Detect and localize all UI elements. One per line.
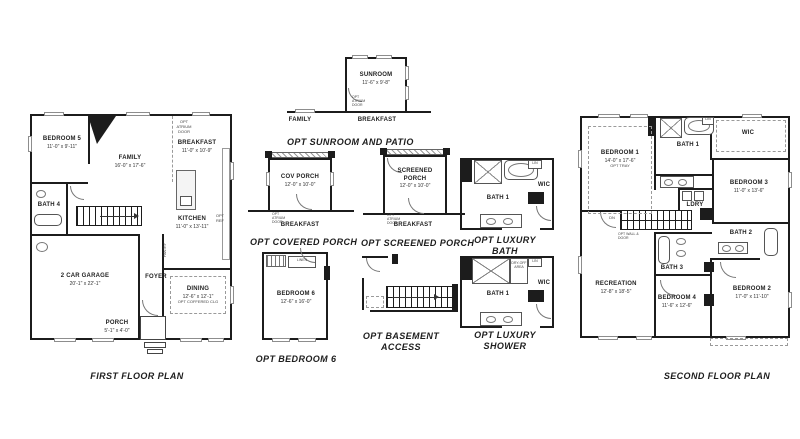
room-breakfast [169, 140, 225, 154]
porch-slab [140, 316, 166, 340]
door-arc [536, 304, 551, 319]
room-name: BATH 4 [37, 202, 61, 208]
window [126, 112, 150, 116]
room-name: PORCH [105, 320, 129, 326]
label-dry-off: DRY-OFF AREA [511, 261, 527, 269]
room-ldry: LDRY [686, 202, 704, 208]
wall-fill [392, 254, 398, 264]
wall-fill [528, 192, 544, 204]
basement-access-caption-line2: ACCESS [381, 342, 421, 352]
window [44, 112, 64, 116]
note-opt-atrium-door: OPT ATRIUM DOOR [352, 95, 366, 107]
sink [486, 316, 496, 323]
window [578, 150, 582, 168]
note-opt-atrium-door: OPT ATRIUM DOOR [272, 212, 286, 224]
room-wic: WIC [741, 130, 755, 136]
room-bedroom1 [590, 150, 650, 169]
room-dims: 12'-0" x 10'-0" [399, 183, 431, 189]
room-dims: 12'-6" x 12'-1" [182, 293, 214, 300]
label-lin: LIN [532, 259, 538, 263]
sink [503, 218, 513, 225]
second-floor-caption: SECOND FLOOR PLAN [663, 371, 771, 381]
window [298, 338, 316, 342]
window [636, 336, 652, 340]
room-name: BEDROOM 4 [657, 295, 697, 301]
label-breakfast: BREAKFAST [393, 222, 433, 228]
room-garage [47, 273, 123, 287]
wall [66, 182, 68, 236]
door-arc [366, 258, 380, 272]
note-opt-atrium-door: OPT ATRIUM DOOR [387, 213, 401, 225]
room-name: BEDROOM 3 [729, 180, 769, 186]
room-recreation [585, 281, 647, 295]
wall [162, 268, 232, 270]
luxury-bath-caption-line2: BATH [492, 246, 518, 256]
shower [660, 118, 682, 138]
room-dims: 17'-0" x 11'-10" [735, 293, 769, 300]
wall [654, 274, 712, 276]
wall-fill [452, 284, 458, 312]
wall [552, 256, 554, 328]
room-dims: 11'-0" x 13'-6" [733, 187, 765, 194]
wall [407, 111, 431, 113]
room-dims: 16'-0" x 17'-6" [114, 162, 146, 169]
window [598, 114, 620, 118]
room-name: FOYER [145, 274, 167, 280]
label-wic: WIC [537, 182, 551, 188]
wall [248, 210, 268, 212]
label-dn: DN [609, 215, 615, 220]
room-name: 2 CAR GARAGE [60, 273, 110, 279]
stair-rail [620, 220, 692, 221]
room-bedroom3 [718, 180, 780, 194]
room-name: BEDROOM 1 [600, 150, 640, 156]
window [598, 336, 618, 340]
window [208, 338, 224, 342]
patio-outline [710, 338, 788, 346]
room-dims: 11'-6" x 12'-6" [661, 302, 693, 309]
room-note: OPT TRAY [610, 162, 630, 168]
wall-fill [460, 158, 472, 182]
window [230, 162, 234, 180]
room-dims: 11'-6" x 9'-8" [362, 79, 390, 86]
wall [460, 228, 502, 230]
window [788, 292, 792, 308]
room-name: BEDROOM 6 [276, 291, 316, 297]
room-name: BEDROOM 5 [42, 136, 82, 142]
room-cov-porch [272, 174, 328, 188]
window [352, 55, 368, 59]
wall [540, 326, 554, 328]
room-sunroom [348, 72, 404, 86]
room-foyer [138, 274, 174, 282]
note-opt-ref: OPT REF [215, 213, 225, 223]
room-name: BEDROOM 2 [732, 286, 772, 292]
window [405, 86, 409, 100]
room-bedroom2 [722, 286, 782, 300]
room-dims: 20'-1" x 22'-1" [69, 280, 101, 287]
bathtub [658, 236, 670, 264]
wall [552, 158, 554, 230]
room-dims: 12'-0" x 10'-0" [284, 181, 316, 188]
window [180, 338, 202, 342]
room-name: FAMILY [118, 155, 142, 161]
room-bath2: BATH 2 [729, 230, 753, 236]
label-family: FAMILY [288, 117, 312, 123]
window [54, 338, 76, 342]
label-lin: LIN [532, 161, 538, 165]
window [630, 114, 648, 118]
room-dims: 12'-6" x 16'-0" [280, 298, 312, 305]
room-bath1: BATH 1 [676, 142, 700, 148]
label-linen: LINEN [296, 258, 308, 262]
porch-post [328, 151, 335, 158]
room-dims: 11'-0" x 13'-11" [175, 223, 209, 230]
note-pantry: PANTRY [163, 243, 167, 257]
porch-step [147, 349, 163, 354]
room-dims: 12'-8" x 18'-5" [600, 288, 632, 295]
room-name: SUNROOM [359, 72, 393, 78]
label-bath1: BATH 1 [486, 195, 510, 201]
bathtub [34, 214, 62, 226]
porch-step [144, 342, 166, 348]
room-dims: 11'-0" x 10'-9" [181, 147, 213, 154]
note-opt-wall-door: OPT WALL & DOOR [618, 232, 639, 240]
sink [503, 316, 513, 323]
label-breakfast: BREAKFAST [357, 117, 397, 123]
kitchen-counter [222, 148, 230, 260]
label-lin: LIN [705, 117, 711, 121]
sink [664, 179, 673, 186]
room-name: RECREATION [595, 281, 637, 287]
window [92, 338, 114, 342]
luxury-shower-caption-line2: SHOWER [483, 341, 527, 351]
window [376, 55, 392, 59]
porch-post [380, 148, 387, 155]
wall [678, 188, 712, 190]
wall-fill [528, 290, 544, 302]
room-dims: 11'-0" x 9'-11" [46, 143, 77, 150]
closet-shelf [266, 255, 286, 267]
wall [370, 310, 458, 312]
tray-ceiling-outline [588, 126, 652, 214]
room-porch [98, 320, 136, 334]
room-family [102, 155, 158, 169]
window [405, 66, 409, 80]
room-name: KITCHEN [177, 216, 207, 222]
porch-post [443, 148, 450, 155]
wall [710, 158, 790, 160]
toilet [676, 238, 686, 245]
room-bedroom6 [266, 291, 326, 305]
sink [676, 250, 686, 257]
sink [486, 218, 496, 225]
wall [654, 232, 712, 234]
wall [32, 182, 88, 184]
room-note: OPT COFFERED CLG [177, 298, 219, 304]
dryer [694, 191, 704, 201]
laundry-tub [36, 242, 48, 252]
luxury-bath-caption-line1: OPT LUXURY [474, 235, 536, 245]
stair-direction-arrow [392, 297, 438, 298]
optional-wall-outline [366, 296, 384, 308]
washer [682, 191, 692, 201]
room-name-line1: SCREENED [397, 168, 433, 174]
sunroom-caption: OPT SUNROOM AND PATIO [287, 137, 414, 147]
window [742, 114, 762, 118]
wall [460, 326, 502, 328]
label-wic: WIC [537, 280, 551, 286]
window [578, 256, 582, 274]
sink [678, 179, 687, 186]
sink [735, 245, 744, 252]
shower [474, 160, 502, 184]
wall [712, 158, 714, 224]
room-bedroom5 [34, 136, 90, 150]
window [330, 172, 334, 186]
range [180, 196, 192, 206]
bathtub [764, 228, 778, 256]
wall [363, 213, 383, 215]
window [272, 338, 290, 342]
wall [712, 258, 760, 260]
room-name-line2: PORCH [403, 175, 427, 182]
room-bath3: BATH 3 [660, 265, 684, 271]
room-dims: 14'-0" x 17'-6" [604, 157, 636, 164]
window [28, 136, 32, 152]
sink [36, 190, 46, 198]
room-bath4 [32, 202, 66, 210]
bedroom6-caption: OPT BEDROOM 6 [255, 354, 337, 364]
wall [447, 213, 465, 215]
stair-direction-arrow [100, 216, 138, 217]
wall [654, 232, 656, 336]
window [230, 286, 234, 304]
wall [712, 222, 788, 224]
label-bath1: BATH 1 [486, 291, 510, 297]
wall-fill [700, 208, 712, 220]
wall-fill [460, 256, 472, 280]
wall-fill [324, 266, 330, 280]
window [192, 112, 210, 116]
room-screened-porch [387, 168, 443, 189]
wall [32, 234, 140, 236]
room-name: COV PORCH [280, 174, 320, 180]
room-name: DINING [186, 286, 210, 292]
window [295, 109, 315, 113]
window [788, 172, 792, 188]
label-breakfast: BREAKFAST [280, 222, 320, 228]
window [266, 172, 270, 186]
luxury-shower [472, 258, 510, 284]
door-arc [536, 206, 551, 221]
basement-access-caption-line1: OPT BASEMENT [362, 331, 440, 341]
first-floor-caption: FIRST FLOOR PLAN [90, 371, 184, 381]
room-dims: 5'-1" x 4'-0" [104, 327, 130, 334]
room-bedroom4 [647, 295, 707, 309]
porch-post [265, 151, 272, 158]
wall [540, 228, 554, 230]
room-dining [170, 286, 226, 305]
wall-fill [704, 262, 714, 272]
covered-porch-caption: OPT COVERED PORCH [250, 237, 358, 247]
luxury-shower-caption-line1: OPT LUXURY [474, 330, 536, 340]
room-name: BREAKFAST [177, 140, 217, 146]
note-opt-atrium-door: OPT ATRIUM DOOR [176, 119, 192, 134]
wall [332, 210, 354, 212]
screened-porch-caption: OPT SCREENED PORCH [361, 238, 475, 248]
sink [722, 245, 731, 252]
wall [362, 278, 364, 310]
